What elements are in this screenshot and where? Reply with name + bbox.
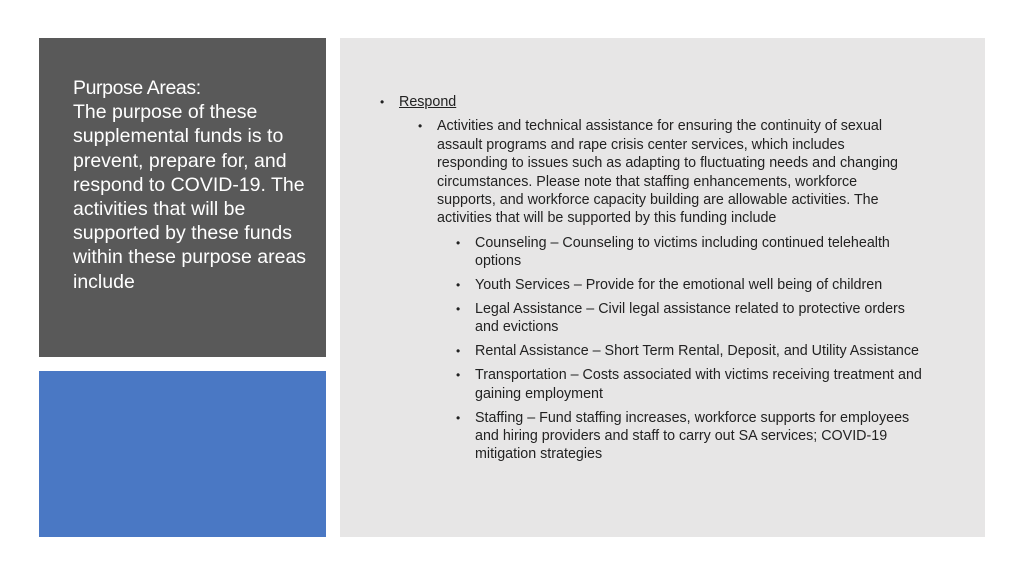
- list-item: [456, 300, 922, 337]
- purpose-heading: Purpose Areas:: [73, 77, 201, 99]
- bullet-icon: •: [456, 235, 461, 250]
- list-item: [456, 409, 922, 464]
- list-item: [456, 276, 922, 294]
- respond-description: Activities and technical assistance for ensuring the continuity of sexual assault programs and rape crisis center services, which includes responding to issues such as adapting to fluctuating needs and changing circumstances. Please note that staffing enhancements, workforce supports, and workforce capacity building are allowable activities. The activities that will be supported by this funding include: [437, 118, 899, 227]
- accent-panel: [39, 371, 326, 537]
- bullet-icon: •: [456, 344, 461, 359]
- bullet-icon: •: [456, 302, 461, 317]
- bullet-icon: •: [380, 95, 385, 109]
- bullet-icon: •: [456, 368, 461, 383]
- bullet-icon: •: [456, 410, 461, 425]
- bullet-icon: •: [456, 278, 461, 293]
- list-item: [456, 234, 922, 271]
- list-item-description: [418, 117, 922, 463]
- activity-text: Staffing – Fund staffing increases, workforce supports for employees and hiring providers and staff to carry out SA services; COVID-19 mitigation strategies: [475, 409, 910, 463]
- funded-activities-list: [456, 234, 922, 464]
- bullet-icon: •: [418, 119, 423, 134]
- activity-text: Legal Assistance – Civil legal assistance related to protective orders and evictions: [475, 301, 905, 336]
- respond-list: [380, 93, 960, 469]
- list-item: [456, 342, 922, 360]
- list-item: [456, 366, 922, 403]
- list-item-respond: [380, 93, 960, 464]
- activities-sublist: [418, 117, 922, 463]
- activity-text: Counseling – Counseling to victims including continued telehealth options: [475, 234, 890, 270]
- activity-text: Rental Assistance – Short Term Rental, Deposit, and Utility Assistance: [475, 343, 919, 360]
- activity-text: Transportation – Costs associated with victims receiving treatment and gaining employment: [475, 367, 922, 402]
- purpose-text-block: [73, 76, 323, 294]
- purpose-description: The purpose of these supplemental funds is to prevent, prepare for, and respond to COVID-19. The activities that will be supported by these funds within these purpose areas include: [73, 101, 307, 293]
- activity-text: Youth Services – Provide for the emotional well being of children: [475, 277, 883, 294]
- respond-label: Respond: [399, 94, 457, 110]
